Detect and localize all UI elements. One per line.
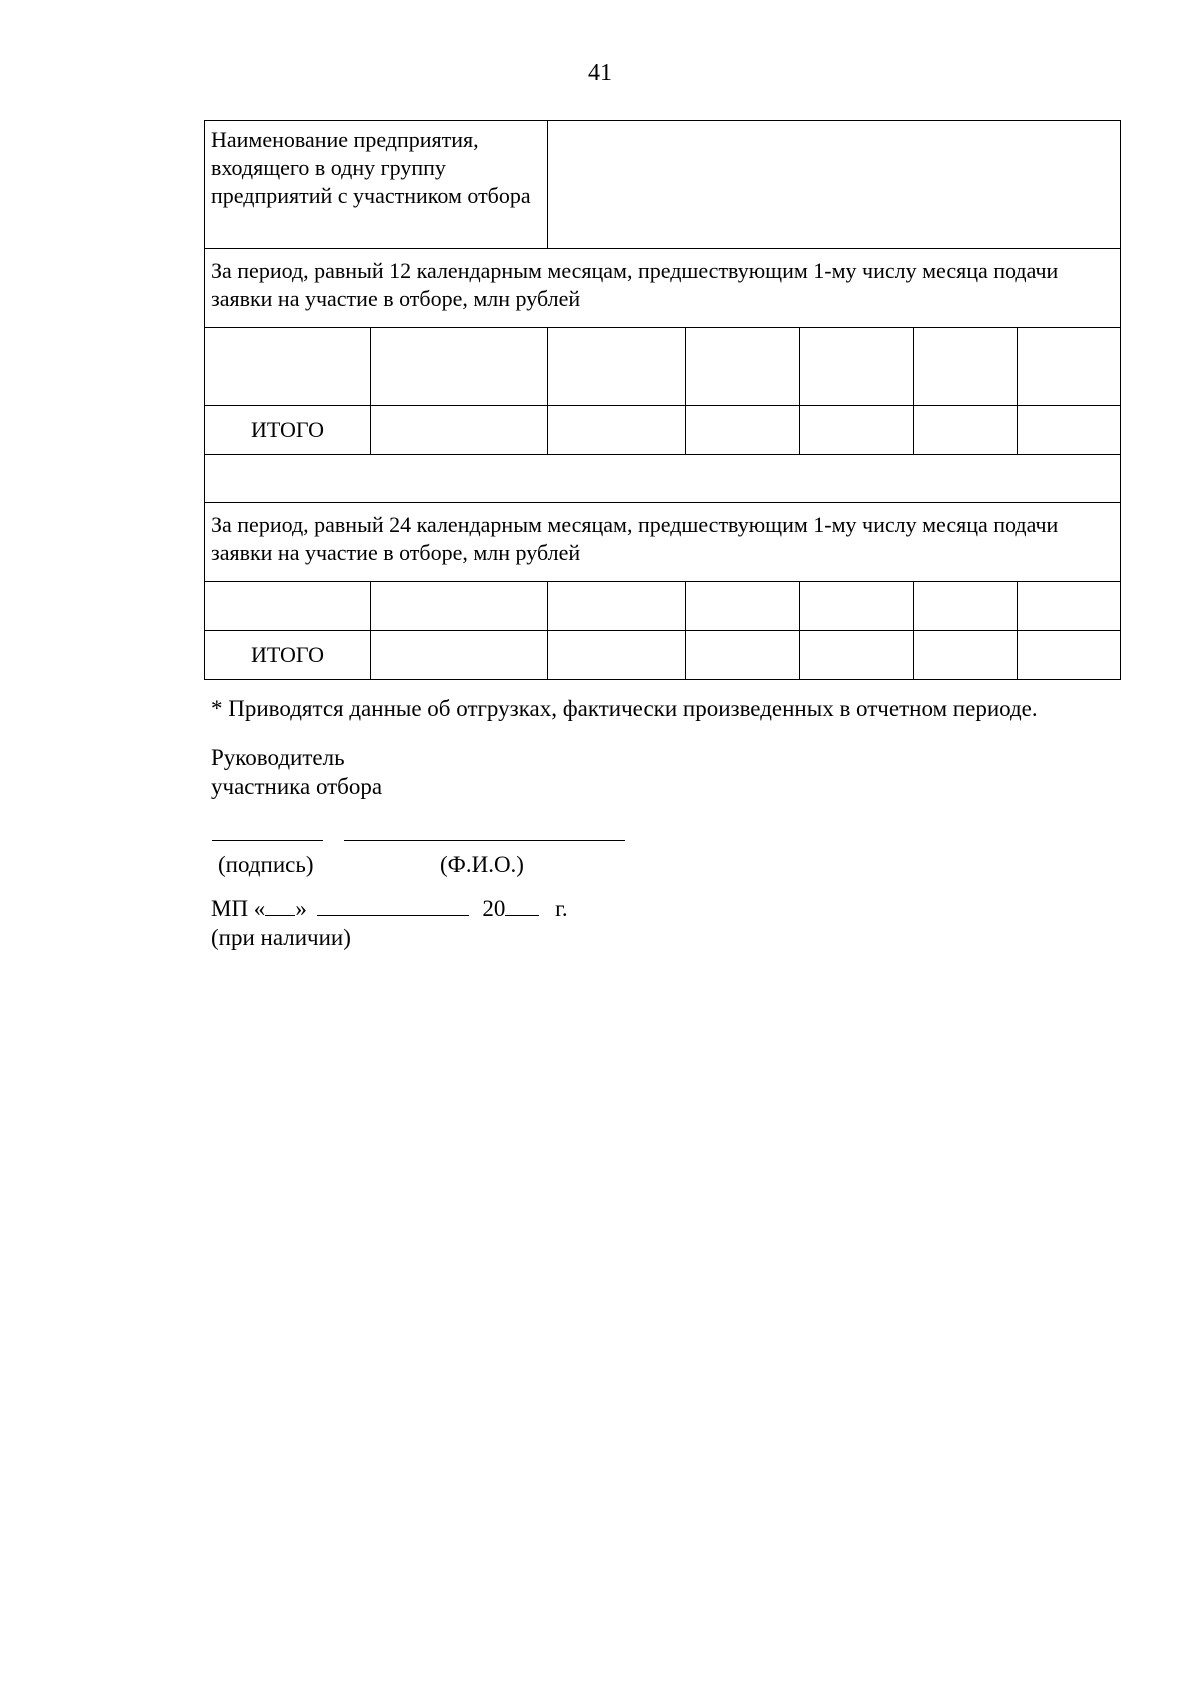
table-cell	[800, 582, 914, 631]
head-title-line-2: участника отбора	[211, 774, 383, 799]
name-caption: (Ф.И.О.)	[440, 852, 524, 877]
page-number: 41	[588, 60, 612, 86]
period-24-total-row	[205, 631, 1121, 680]
period-12-header-row	[205, 249, 1121, 328]
table-cell	[205, 328, 371, 406]
period-12-total-label: ИТОГО	[205, 406, 371, 455]
table-cell	[371, 582, 548, 631]
table-cell	[914, 328, 1018, 406]
table-cell	[800, 631, 914, 680]
spacer-row	[205, 455, 1121, 503]
name-line	[344, 840, 625, 841]
table-cell	[548, 582, 686, 631]
table-cell	[548, 406, 686, 455]
day-blank	[265, 895, 295, 916]
period-24-header-row	[205, 503, 1121, 582]
table-cell	[800, 406, 914, 455]
period-24-total-label: ИТОГО	[205, 631, 371, 680]
table-cell	[914, 631, 1018, 680]
enterprise-revenue-table	[204, 120, 1121, 680]
table-cell	[914, 582, 1018, 631]
table-cell	[686, 328, 800, 406]
month-blank	[317, 895, 469, 916]
table-cell	[1018, 328, 1121, 406]
table-cell	[686, 582, 800, 631]
period-12-total-row	[205, 406, 1121, 455]
table-cell	[1018, 406, 1121, 455]
period-24-data-row	[205, 582, 1121, 631]
table-cell	[548, 631, 686, 680]
table-cell	[371, 631, 548, 680]
table-cell	[548, 328, 686, 406]
table-cell	[205, 582, 371, 631]
table-cell	[686, 631, 800, 680]
quote-close: »	[295, 896, 307, 921]
enterprise-name-row	[205, 121, 1121, 249]
table-cell	[914, 406, 1018, 455]
year-suffix: г.	[555, 896, 568, 921]
table-cell	[371, 406, 548, 455]
period-24-caption: За период, равный 24 календарным месяцам, предшествующим 1-му числу месяца подачи заявки на участие в отборе, млн рублей	[205, 503, 1121, 582]
spacer-cell	[205, 455, 1121, 503]
period-12-data-row	[205, 328, 1121, 406]
year-prefix: 20	[482, 896, 506, 921]
table-cell	[371, 328, 548, 406]
head-title	[211, 743, 382, 801]
stamp-note: (при наличии)	[211, 925, 351, 950]
signature-line	[212, 840, 323, 841]
table-cell	[800, 328, 914, 406]
table-cell	[1018, 631, 1121, 680]
stamp-prefix: МП «	[211, 896, 266, 921]
period-12-caption: За период, равный 12 календарным месяцам, предшествующим 1-му числу месяца подачи заявки на участие в отборе, млн рублей	[205, 249, 1121, 328]
date-line	[211, 895, 568, 923]
enterprise-name-value	[548, 121, 1121, 249]
enterprise-name-label: Наименование предприятия, входящего в одну группу предприятий с участником отбора	[205, 121, 548, 249]
footnote: * Приводятся данные об отгрузках, фактически произведенных в отчетном периоде.	[211, 696, 1038, 721]
table-cell	[686, 406, 800, 455]
table-cell	[1018, 582, 1121, 631]
signature-caption: (подпись)	[218, 852, 314, 877]
year-blank	[505, 895, 539, 916]
head-title-line-1: Руководитель	[211, 745, 345, 770]
